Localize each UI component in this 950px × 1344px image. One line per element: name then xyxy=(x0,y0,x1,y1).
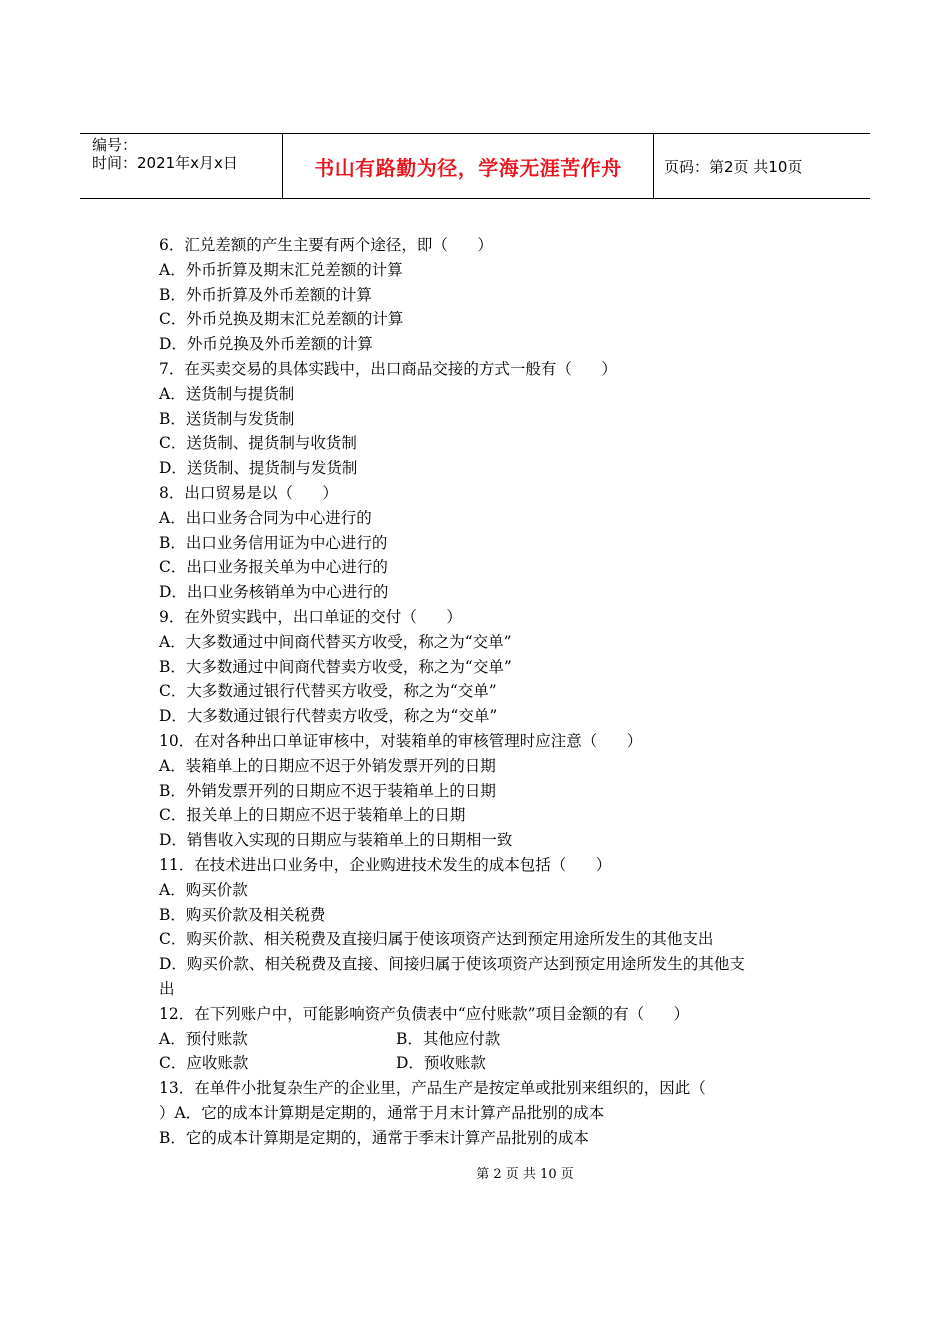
page-footer: 第 2 页 共 10 页 xyxy=(476,1167,574,1182)
text-line: D．出口业务核销单为中心进行的 xyxy=(159,583,389,602)
text-line: C．送货制、提货制与收货制 xyxy=(159,434,357,453)
page-label: 页码：第2页 共10页 xyxy=(664,157,803,176)
q12-options-row xyxy=(159,1027,799,1052)
text-line: 9．在外贸实践中，出口单证的交付（ ） xyxy=(159,607,462,626)
text-line: 出 xyxy=(159,979,175,998)
text-line: C．购买价款、相关税费及直接归属于使该项资产达到预定用途所发生的其他支出 xyxy=(159,930,714,949)
option-d: D．预收账款 xyxy=(396,1054,486,1073)
text-line: A．送货制与提货制 xyxy=(159,384,295,403)
number-label: 编号： xyxy=(92,136,138,154)
text-line: B．外币折算及外币差额的计算 xyxy=(159,285,372,304)
text-line: A．外币折算及期末汇兑差额的计算 xyxy=(159,260,403,279)
option-a: A．预付账款 xyxy=(159,1029,248,1048)
text-line: D．购买价款、相关税费及直接、间接归属于使该项资产达到预定用途所发生的其他支 xyxy=(159,955,745,974)
text-line: D．外币兑换及外币差额的计算 xyxy=(159,335,373,354)
text-line: 7．在买卖交易的具体实践中，出口商品交接的方式一般有（ ） xyxy=(159,359,617,378)
text-line: C．出口业务报关单为中心进行的 xyxy=(159,558,388,577)
header-page-cell xyxy=(654,134,870,198)
header-left-cell xyxy=(80,134,282,198)
text-line: 6．汇兑差额的产生主要有两个途径，即（ ） xyxy=(159,236,493,254)
motto-text: 书山有路勤为径，学海无涯苦作舟 xyxy=(314,155,622,180)
text-line: ）A．它的成本计算期是定期的，通常于月末计算产品批别的成本 xyxy=(159,1103,605,1122)
time-label: 时间：2021年x月x日 xyxy=(92,154,238,172)
text-line: A．大多数通过中间商代替买方收受，称之为“交单” xyxy=(159,632,512,651)
text-line: D．大多数通过银行代替卖方收受，称之为“交单” xyxy=(159,707,498,726)
question-12: 12．在下列账户中，可能影响资产负债表中“应付账款”项目金额的有（ ） xyxy=(159,1004,690,1023)
option-c: C．应收账款 xyxy=(159,1054,249,1073)
text-line: B．出口业务信用证为中心进行的 xyxy=(159,533,388,552)
text-line: B．外销发票开列的日期应不迟于装箱单上的日期 xyxy=(159,781,496,800)
text-line: C．大多数通过银行代替买方收受，称之为“交单” xyxy=(159,682,497,701)
page-header xyxy=(80,133,870,199)
option-b: B．其他应付款 xyxy=(396,1029,501,1048)
q12-options-row xyxy=(159,1051,799,1076)
text-line: D．销售收入实现的日期应与装箱单上的日期相一致 xyxy=(159,831,513,850)
question-list xyxy=(159,233,799,1150)
text-line: A．装箱单上的日期应不迟于外销发票开列的日期 xyxy=(159,756,496,775)
text-line: 11．在技术进出口业务中，企业购进技术发生的成本包括（ ） xyxy=(159,855,612,874)
text-line: B．它的成本计算期是定期的，通常于季末计算产品批别的成本 xyxy=(159,1128,589,1147)
text-line: C．外币兑换及期末汇兑差额的计算 xyxy=(159,310,404,329)
text-line: B．大多数通过中间商代替卖方收受，称之为“交单” xyxy=(159,657,512,676)
text-line: A．出口业务合同为中心进行的 xyxy=(159,508,372,527)
text-line: 8．出口贸易是以（ ） xyxy=(159,483,338,502)
text-line: 10．在对各种出口单证审核中，对装箱单的审核管理时应注意（ ） xyxy=(159,731,643,750)
text-line: D．送货制、提货制与发货制 xyxy=(159,459,358,478)
text-line: B．购买价款及相关税费 xyxy=(159,905,326,924)
text-line: C．报关单上的日期应不迟于装箱单上的日期 xyxy=(159,806,466,825)
question-13: 13．在单件小批复杂生产的企业里，产品生产是按定单或批别来组织的，因此（ xyxy=(159,1079,706,1098)
text-line: A．购买价款 xyxy=(159,880,248,899)
text-line: B．送货制与发货制 xyxy=(159,409,295,428)
header-motto-cell xyxy=(282,134,654,198)
